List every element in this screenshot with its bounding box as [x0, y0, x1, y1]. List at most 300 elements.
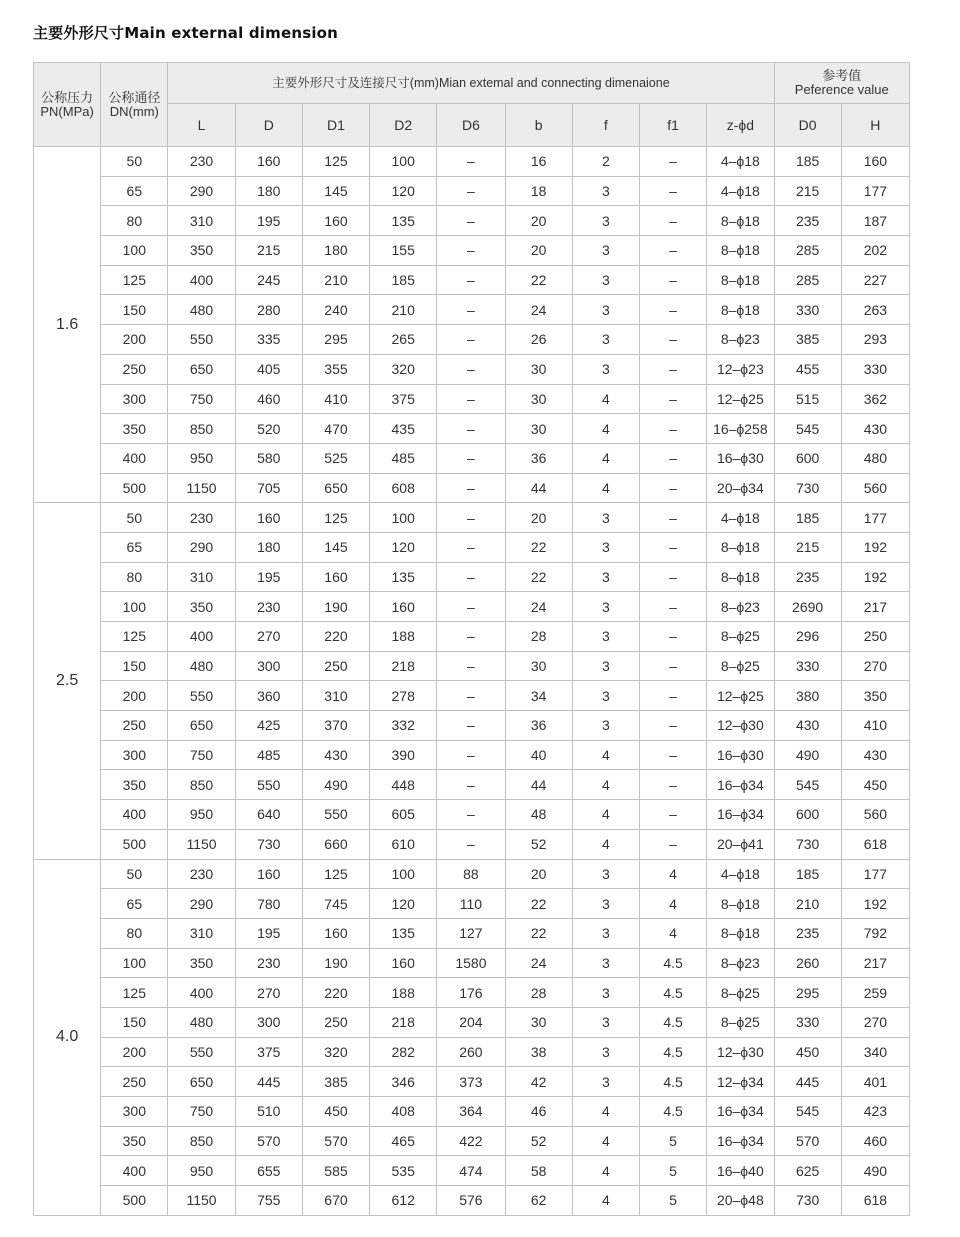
table-cell: 20	[505, 859, 572, 889]
table-cell: 285	[774, 236, 841, 266]
table-cell: 125	[302, 503, 369, 533]
table-cell: 8–ϕ18	[707, 889, 774, 919]
table-cell: 310	[168, 918, 235, 948]
table-row	[34, 651, 910, 681]
table-cell: 180	[235, 532, 302, 562]
table-cell: 260	[774, 948, 841, 978]
table-cell: 400	[168, 978, 235, 1008]
table-cell: 20–ϕ34	[707, 473, 774, 503]
table-cell: 570	[774, 1126, 841, 1156]
column-header: D1	[302, 104, 369, 147]
table-cell: 160	[302, 562, 369, 592]
table-cell: 3	[572, 889, 639, 919]
table-cell: 580	[235, 443, 302, 473]
table-cell: 430	[841, 414, 909, 444]
table-cell: 610	[370, 829, 437, 859]
table-cell: 52	[505, 1126, 572, 1156]
table-cell: 218	[370, 651, 437, 681]
table-cell: –	[639, 681, 706, 711]
table-cell: 600	[774, 800, 841, 830]
table-cell: 3	[572, 1007, 639, 1037]
table-cell: 485	[235, 740, 302, 770]
table-cell: 235	[774, 562, 841, 592]
table-cell: 295	[302, 325, 369, 355]
table-cell: 290	[168, 532, 235, 562]
dn-cell: 65	[101, 176, 168, 206]
table-cell: 38	[505, 1037, 572, 1067]
table-row	[34, 1156, 910, 1186]
table-cell: 332	[370, 711, 437, 741]
dn-cell: 100	[101, 236, 168, 266]
pn-group-cell: 2.5	[34, 503, 101, 859]
table-cell: 62	[505, 1186, 572, 1216]
table-row	[34, 740, 910, 770]
table-cell: 185	[774, 859, 841, 889]
table-cell: 730	[774, 1186, 841, 1216]
table-cell: 490	[302, 770, 369, 800]
dn-cell: 50	[101, 859, 168, 889]
table-cell: –	[437, 681, 505, 711]
table-cell: 422	[437, 1126, 505, 1156]
table-cell: 350	[841, 681, 909, 711]
table-cell: 450	[302, 1097, 369, 1127]
table-cell: 190	[302, 592, 369, 622]
table-cell: 4	[572, 414, 639, 444]
table-cell: 362	[841, 384, 909, 414]
table-cell: 160	[370, 592, 437, 622]
table-cell: 259	[841, 978, 909, 1008]
table-cell: 8–ϕ18	[707, 265, 774, 295]
table-cell: 625	[774, 1156, 841, 1186]
table-cell: –	[639, 265, 706, 295]
table-cell: 1150	[168, 1186, 235, 1216]
table-cell: 4	[572, 1097, 639, 1127]
table-cell: 270	[841, 1007, 909, 1037]
table-cell: 265	[370, 325, 437, 355]
table-cell: 8–ϕ18	[707, 236, 774, 266]
table-cell: 850	[168, 414, 235, 444]
table-cell: 120	[370, 889, 437, 919]
table-cell: 145	[302, 176, 369, 206]
table-cell: 24	[505, 295, 572, 325]
table-cell: –	[639, 295, 706, 325]
table-cell: 340	[841, 1037, 909, 1067]
table-row	[34, 562, 910, 592]
table-cell: 410	[841, 711, 909, 741]
table-cell: 4	[572, 740, 639, 770]
table-cell: 135	[370, 206, 437, 236]
table-cell: 177	[841, 859, 909, 889]
table-cell: 160	[235, 147, 302, 177]
table-cell: 390	[370, 740, 437, 770]
table-cell: 465	[370, 1126, 437, 1156]
table-cell: 330	[774, 1007, 841, 1037]
dn-cell: 80	[101, 918, 168, 948]
table-cell: 792	[841, 918, 909, 948]
table-cell: 460	[235, 384, 302, 414]
dn-cell: 300	[101, 384, 168, 414]
table-cell: 46	[505, 1097, 572, 1127]
table-cell: 8–ϕ23	[707, 325, 774, 355]
table-cell: 355	[302, 354, 369, 384]
table-row	[34, 1097, 910, 1127]
column-header: L	[168, 104, 235, 147]
dn-cell: 100	[101, 592, 168, 622]
table-cell: 217	[841, 948, 909, 978]
table-cell: 4	[572, 829, 639, 859]
table-cell: 3	[572, 236, 639, 266]
table-cell: 3	[572, 651, 639, 681]
dn-cell: 350	[101, 1126, 168, 1156]
table-cell: 230	[235, 592, 302, 622]
table-cell: 755	[235, 1186, 302, 1216]
table-cell: 12–ϕ30	[707, 711, 774, 741]
table-cell: 450	[774, 1037, 841, 1067]
table-cell: 30	[505, 414, 572, 444]
table-cell: –	[437, 562, 505, 592]
table-cell: 285	[774, 265, 841, 295]
table-cell: 470	[302, 414, 369, 444]
table-cell: 605	[370, 800, 437, 830]
table-row	[34, 325, 910, 355]
page-title: 主要外形尺寸Main external dimension	[33, 24, 339, 42]
table-cell: 480	[841, 443, 909, 473]
table-cell: 450	[841, 770, 909, 800]
table-cell: –	[437, 592, 505, 622]
table-cell: 5	[639, 1126, 706, 1156]
table-cell: 22	[505, 918, 572, 948]
table-cell: 270	[841, 651, 909, 681]
table-cell: 346	[370, 1067, 437, 1097]
header-group-ref-en: Peference value	[794, 82, 889, 97]
table-cell: 4	[572, 1126, 639, 1156]
table-cell: 380	[774, 681, 841, 711]
table-cell: 435	[370, 414, 437, 444]
table-cell: –	[639, 443, 706, 473]
table-row	[34, 800, 910, 830]
table-cell: 3	[572, 622, 639, 652]
table-cell: 188	[370, 622, 437, 652]
table-cell: 401	[841, 1067, 909, 1097]
table-row	[34, 414, 910, 444]
table-cell: 730	[774, 473, 841, 503]
table-cell: 177	[841, 503, 909, 533]
table-cell: 455	[774, 354, 841, 384]
table-cell: –	[639, 532, 706, 562]
table-cell: 215	[235, 236, 302, 266]
table-cell: 135	[370, 562, 437, 592]
table-row	[34, 503, 910, 533]
table-cell: 370	[302, 711, 369, 741]
table-cell: 576	[437, 1186, 505, 1216]
dn-cell: 350	[101, 770, 168, 800]
table-cell: 408	[370, 1097, 437, 1127]
table-cell: 3	[572, 711, 639, 741]
table-cell: 100	[370, 503, 437, 533]
table-cell: 215	[774, 532, 841, 562]
table-cell: 400	[168, 622, 235, 652]
table-cell: 608	[370, 473, 437, 503]
dn-cell: 250	[101, 354, 168, 384]
table-cell: 4.5	[639, 1037, 706, 1067]
table-cell: 30	[505, 1007, 572, 1037]
table-cell: 58	[505, 1156, 572, 1186]
table-cell: 220	[302, 978, 369, 1008]
table-cell: 4	[639, 889, 706, 919]
table-row	[34, 1126, 910, 1156]
table-cell: 520	[235, 414, 302, 444]
table-cell: 24	[505, 948, 572, 978]
dn-cell: 65	[101, 532, 168, 562]
table-cell: 195	[235, 918, 302, 948]
table-cell: 195	[235, 562, 302, 592]
table-cell: 850	[168, 1126, 235, 1156]
table-cell: 160	[235, 859, 302, 889]
table-cell: 373	[437, 1067, 505, 1097]
table-cell: 16–ϕ34	[707, 800, 774, 830]
table-cell: 448	[370, 770, 437, 800]
table-cell: –	[639, 651, 706, 681]
table-cell: 670	[302, 1186, 369, 1216]
table-cell: 490	[774, 740, 841, 770]
table-cell: 16–ϕ34	[707, 770, 774, 800]
dn-cell: 50	[101, 503, 168, 533]
table-cell: 570	[302, 1126, 369, 1156]
column-header: D	[235, 104, 302, 147]
table-cell: 250	[302, 1007, 369, 1037]
table-cell: 4.5	[639, 1067, 706, 1097]
header-group-ref-cn: 参考值	[822, 68, 862, 83]
table-cell: 300	[235, 1007, 302, 1037]
table-cell: 1150	[168, 829, 235, 859]
header-group-main	[168, 63, 774, 104]
table-cell: 423	[841, 1097, 909, 1127]
table-cell: –	[639, 354, 706, 384]
table-cell: 850	[168, 770, 235, 800]
table-row	[34, 711, 910, 741]
table-cell: 4	[639, 859, 706, 889]
table-cell: 192	[841, 532, 909, 562]
table-cell: 230	[168, 147, 235, 177]
table-cell: 2690	[774, 592, 841, 622]
table-cell: 4.5	[639, 1097, 706, 1127]
header-pn	[34, 63, 101, 147]
table-cell: 612	[370, 1186, 437, 1216]
table-cell: 4–ϕ18	[707, 859, 774, 889]
table-row	[34, 770, 910, 800]
table-cell: 235	[774, 918, 841, 948]
table-cell: 445	[774, 1067, 841, 1097]
table-row	[34, 829, 910, 859]
table-cell: –	[437, 770, 505, 800]
table-row	[34, 1037, 910, 1067]
table-cell: 3	[572, 948, 639, 978]
table-cell: 570	[235, 1126, 302, 1156]
table-cell: 210	[302, 265, 369, 295]
table-cell: –	[437, 503, 505, 533]
table-cell: 730	[235, 829, 302, 859]
table-cell: –	[437, 651, 505, 681]
table-cell: 204	[437, 1007, 505, 1037]
table-cell: 430	[302, 740, 369, 770]
table-cell: 22	[505, 562, 572, 592]
table-cell: 160	[302, 206, 369, 236]
table-cell: 750	[168, 1097, 235, 1127]
table-cell: –	[639, 147, 706, 177]
column-header: f1	[639, 104, 706, 147]
table-cell: –	[639, 592, 706, 622]
dn-cell: 300	[101, 1097, 168, 1127]
table-cell: 4.5	[639, 948, 706, 978]
table-cell: 4.5	[639, 1007, 706, 1037]
table-cell: 20	[505, 236, 572, 266]
table-cell: 8–ϕ23	[707, 592, 774, 622]
table-cell: 5	[639, 1186, 706, 1216]
table-cell: 3	[572, 265, 639, 295]
table-cell: 8–ϕ25	[707, 651, 774, 681]
table-cell: 42	[505, 1067, 572, 1097]
table-cell: 8–ϕ18	[707, 206, 774, 236]
table-cell: 3	[572, 681, 639, 711]
table-cell: 3	[572, 592, 639, 622]
table-cell: 545	[774, 770, 841, 800]
table-cell: 20	[505, 206, 572, 236]
dn-cell: 350	[101, 414, 168, 444]
table-row	[34, 918, 910, 948]
table-row	[34, 473, 910, 503]
table-cell: 240	[302, 295, 369, 325]
table-cell: 180	[235, 176, 302, 206]
table-cell: 30	[505, 354, 572, 384]
table-cell: 235	[774, 206, 841, 236]
dn-cell: 400	[101, 1156, 168, 1186]
table-cell: 600	[774, 443, 841, 473]
table-cell: 4	[572, 443, 639, 473]
table-cell: 3	[572, 176, 639, 206]
table-cell: –	[437, 176, 505, 206]
table-cell: 180	[302, 236, 369, 266]
table-cell: 22	[505, 265, 572, 295]
table-cell: 310	[168, 206, 235, 236]
dn-cell: 80	[101, 206, 168, 236]
header-dn-cn: 公称通径	[108, 89, 161, 105]
table-cell: 364	[437, 1097, 505, 1127]
dimension-table	[33, 62, 910, 1216]
table-cell: 650	[302, 473, 369, 503]
table-cell: –	[437, 414, 505, 444]
table-cell: 550	[168, 1037, 235, 1067]
table-cell: 110	[437, 889, 505, 919]
table-cell: 8–ϕ25	[707, 1007, 774, 1037]
table-cell: 215	[774, 176, 841, 206]
dn-cell: 250	[101, 711, 168, 741]
table-cell: 188	[370, 978, 437, 1008]
table-cell: 217	[841, 592, 909, 622]
table-cell: 26	[505, 325, 572, 355]
table-cell: 3	[572, 562, 639, 592]
table-cell: –	[639, 206, 706, 236]
table-cell: 730	[774, 829, 841, 859]
table-cell: 480	[168, 1007, 235, 1037]
table-cell: –	[639, 325, 706, 355]
table-cell: 34	[505, 681, 572, 711]
table-cell: 3	[572, 532, 639, 562]
table-cell: 515	[774, 384, 841, 414]
table-cell: 655	[235, 1156, 302, 1186]
table-cell: –	[639, 176, 706, 206]
table-cell: 270	[235, 622, 302, 652]
table-cell: 28	[505, 978, 572, 1008]
table-cell: 300	[235, 651, 302, 681]
table-cell: 950	[168, 1156, 235, 1186]
table-cell: 125	[302, 859, 369, 889]
dn-cell: 400	[101, 800, 168, 830]
table-cell: 950	[168, 800, 235, 830]
table-cell: 155	[370, 236, 437, 266]
table-cell: 278	[370, 681, 437, 711]
table-cell: 88	[437, 859, 505, 889]
table-cell: 750	[168, 740, 235, 770]
table-cell: 44	[505, 770, 572, 800]
table-cell: 16–ϕ40	[707, 1156, 774, 1186]
table-row	[34, 295, 910, 325]
table-cell: –	[437, 622, 505, 652]
table-cell: 405	[235, 354, 302, 384]
table-cell: 330	[841, 354, 909, 384]
table-cell: –	[437, 236, 505, 266]
dn-cell: 125	[101, 978, 168, 1008]
table-cell: 330	[774, 295, 841, 325]
header-group-main-label: 主要外形尺寸及连接尺寸(mm)Mian extemal and connecting dimenaione	[272, 76, 670, 90]
table-cell: –	[437, 206, 505, 236]
table-cell: 218	[370, 1007, 437, 1037]
table-row	[34, 1067, 910, 1097]
dn-cell: 150	[101, 651, 168, 681]
table-cell: –	[437, 443, 505, 473]
table-cell: 425	[235, 711, 302, 741]
table-cell: 187	[841, 206, 909, 236]
column-header: b	[505, 104, 572, 147]
table-cell: –	[639, 711, 706, 741]
table-cell: 52	[505, 829, 572, 859]
dn-cell: 200	[101, 1037, 168, 1067]
table-cell: 30	[505, 651, 572, 681]
table-cell: 4–ϕ18	[707, 503, 774, 533]
table-cell: –	[437, 147, 505, 177]
table-cell: 22	[505, 532, 572, 562]
table-cell: 195	[235, 206, 302, 236]
table-cell: 18	[505, 176, 572, 206]
dn-cell: 125	[101, 265, 168, 295]
table-cell: 2	[572, 147, 639, 177]
table-cell: 780	[235, 889, 302, 919]
table-cell: 705	[235, 473, 302, 503]
dn-cell: 150	[101, 1007, 168, 1037]
table-cell: 120	[370, 532, 437, 562]
table-cell: 585	[302, 1156, 369, 1186]
table-cell: 185	[370, 265, 437, 295]
table-cell: 44	[505, 473, 572, 503]
dn-cell: 500	[101, 473, 168, 503]
table-cell: 295	[774, 978, 841, 1008]
table-row	[34, 354, 910, 384]
table-cell: 8–ϕ18	[707, 295, 774, 325]
table-cell: –	[437, 265, 505, 295]
table-cell: –	[437, 384, 505, 414]
table-cell: 8–ϕ23	[707, 948, 774, 978]
table-cell: 350	[168, 592, 235, 622]
table-cell: 618	[841, 1186, 909, 1216]
